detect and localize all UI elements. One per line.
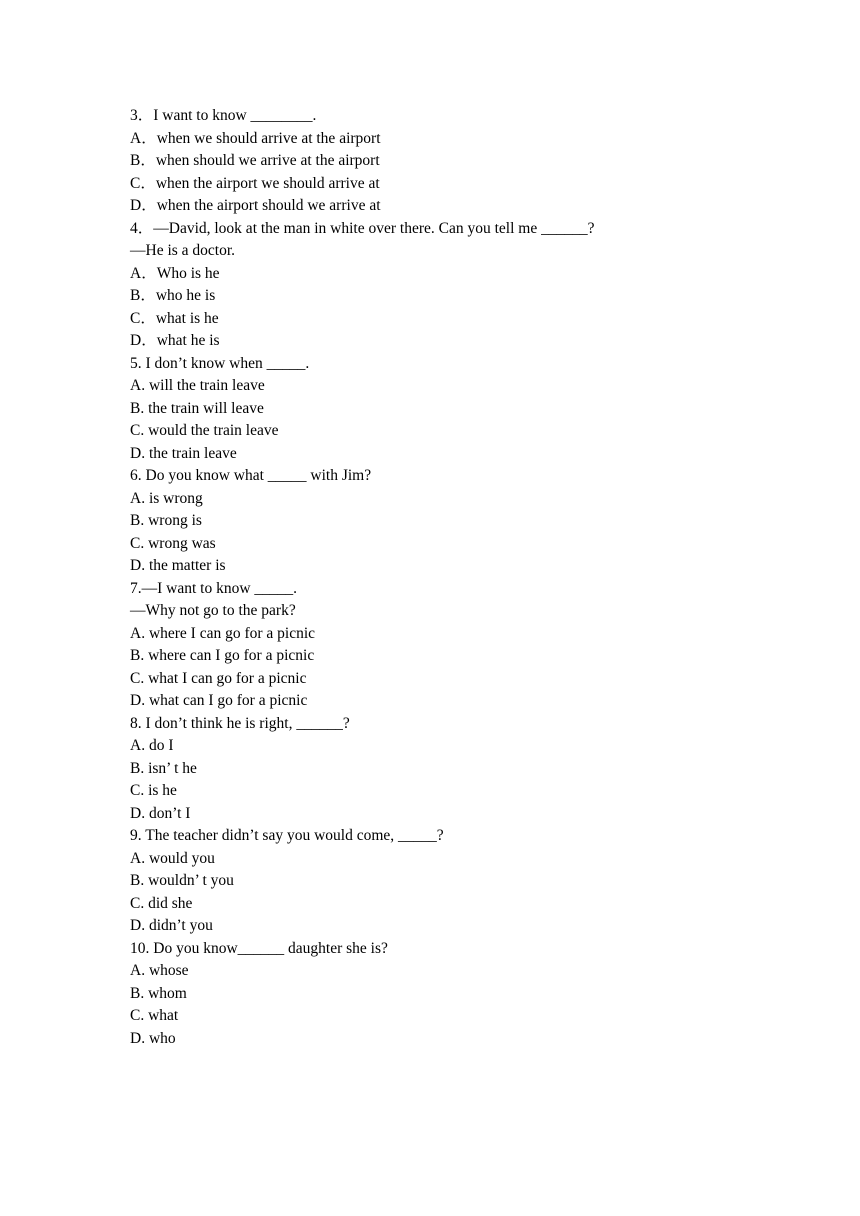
option-a: A．when we should arrive at the airport — [130, 129, 381, 147]
option-c: C. would the train leave — [130, 422, 279, 439]
question-stem: 7.—I want to know _____. — [130, 579, 298, 597]
option-c: C. what — [130, 1007, 179, 1024]
question-9 — [130, 825, 730, 938]
option-c: C. what I can go for a picnic — [130, 669, 307, 687]
question-4 — [130, 218, 730, 353]
question-7 — [130, 578, 730, 713]
option-b: B. wouldn’ t you — [130, 872, 234, 889]
option-b: B．when should we arrive at the airport — [130, 152, 380, 169]
question-reply: —Why not go to the park? — [130, 602, 296, 619]
question-stem: 6. Do you know what _____ with Jim? — [130, 467, 372, 484]
question-stem: 9. The teacher didn’t say you would come, _____? — [130, 827, 444, 844]
option-d: D. what can I go for a picnic — [130, 692, 308, 709]
option-a: A. is wrong — [130, 489, 203, 507]
question-8 — [130, 713, 730, 826]
question-stem: 5. I don’t know when _____. — [130, 354, 310, 372]
option-d: D. who — [130, 1029, 176, 1047]
option-d: D. the matter is — [130, 557, 226, 574]
question-3 — [130, 105, 730, 218]
question-stem: 10. Do you know______ daughter she is? — [130, 939, 388, 957]
option-a: A. whose — [130, 962, 189, 979]
option-b: B．who he is — [130, 287, 216, 304]
option-b: B. wrong is — [130, 512, 202, 529]
option-c: C．what is he — [130, 309, 219, 327]
question-6 — [130, 465, 730, 578]
worksheet-page — [130, 105, 730, 1050]
option-b: B. whom — [130, 984, 187, 1002]
option-c: C. did she — [130, 894, 193, 912]
option-b: B. the train will leave — [130, 399, 264, 417]
option-d: D．what he is — [130, 332, 220, 349]
option-d: D．when the airport should we arrive at — [130, 197, 381, 214]
option-c: C. is he — [130, 782, 177, 799]
option-a: A. where I can go for a picnic — [130, 624, 316, 642]
option-a: A. will the train leave — [130, 377, 265, 394]
question-5 — [130, 353, 730, 466]
option-d: D. didn’t you — [130, 917, 213, 934]
option-a: A．Who is he — [130, 264, 220, 282]
question-10 — [130, 938, 730, 1051]
option-a: A. do I — [130, 737, 174, 754]
option-a: A. would you — [130, 849, 215, 867]
option-b: B. isn’ t he — [130, 759, 197, 777]
question-stem: 8. I don’t think he is right, ______? — [130, 714, 350, 732]
option-d: D. the train leave — [130, 444, 237, 462]
option-c: C．when the airport we should arrive at — [130, 174, 380, 192]
option-c: C. wrong was — [130, 534, 216, 552]
option-d: D. don’t I — [130, 804, 191, 822]
question-reply: —He is a doctor. — [130, 242, 236, 259]
option-b: B. where can I go for a picnic — [130, 647, 315, 664]
question-stem: 4．—David, look at the man in white over there. Can you tell me ______? — [130, 219, 595, 237]
question-stem: 3．I want to know ________. — [130, 107, 317, 124]
